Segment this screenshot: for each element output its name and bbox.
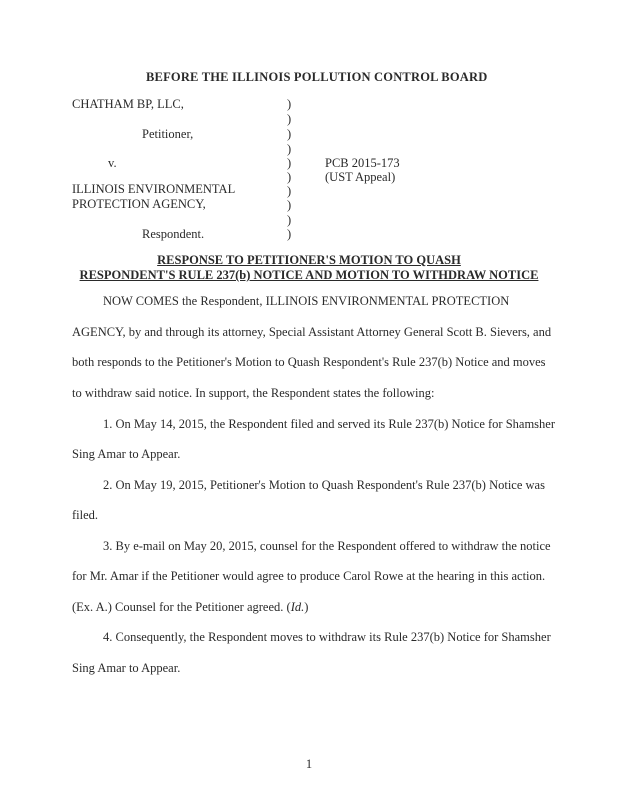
caption-paren: ) — [287, 198, 292, 212]
intro-line: AGENCY, by and through its attorney, Special Assistant Attorney General Scott B. Sievers, and — [72, 325, 552, 339]
respondent-role: Respondent. — [142, 227, 205, 241]
respondent-name-line1: ILLINOIS ENVIRONMENTAL — [72, 182, 236, 196]
paragraph-3-text: (Ex. A.) Counsel for the Petitioner agreed. ( — [72, 600, 291, 614]
paragraph-2-line: filed. — [72, 508, 99, 522]
paragraph-3-text: ) — [304, 600, 309, 614]
case-number: PCB 2015-173 — [325, 156, 400, 170]
versus-label: v. — [108, 156, 117, 170]
intro-line: NOW COMES the Respondent, ILLINOIS ENVIRONMENTAL PROTECTION — [103, 294, 510, 308]
petitioner-name: CHATHAM BP, LLC, — [72, 97, 184, 111]
caption-paren: ) — [287, 227, 292, 241]
caption-paren: ) — [287, 142, 292, 156]
page-number: 1 — [305, 757, 313, 771]
paragraph-3-line: for Mr. Amar if the Petitioner would agree to produce Carol Rowe at the hearing in this action. — [72, 569, 546, 583]
caption-paren: ) — [287, 112, 292, 126]
paragraph-3-line: 3. By e-mail on May 20, 2015, counsel for the Respondent offered to withdraw the notice — [103, 539, 551, 553]
id-citation: Id. — [290, 600, 305, 614]
caption-paren: ) — [287, 170, 292, 184]
caption-paren: ) — [287, 97, 292, 111]
paragraph-4-line: 4. Consequently, the Respondent moves to withdraw its Rule 237(b) Notice for Shamsher — [103, 630, 551, 644]
caption-paren: ) — [287, 127, 292, 141]
document-title-line1: RESPONSE TO PETITIONER'S MOTION TO QUASH — [157, 253, 461, 267]
intro-line: both responds to the Petitioner's Motion to Quash Respondent's Rule 237(b) Notice and moves — [72, 355, 546, 369]
board-heading: BEFORE THE ILLINOIS POLLUTION CONTROL BOARD — [146, 70, 488, 84]
intro-line: to withdraw said notice. In support, the Respondent states the following: — [72, 386, 435, 400]
caption-paren: ) — [287, 156, 292, 170]
caption-paren: ) — [287, 184, 292, 198]
case-type: (UST Appeal) — [325, 170, 396, 184]
caption-paren: ) — [287, 213, 292, 227]
paragraph-1-line: Sing Amar to Appear. — [72, 447, 181, 461]
paragraph-1-line: 1. On May 14, 2015, the Respondent filed and served its Rule 237(b) Notice for Shamsher — [103, 417, 555, 431]
document-title-line2: RESPONDENT'S RULE 237(b) NOTICE AND MOTION TO WITHDRAW NOTICE — [79, 268, 539, 282]
paragraph-2-line: 2. On May 19, 2015, Petitioner's Motion to Quash Respondent's Rule 237(b) Notice was — [103, 478, 545, 492]
respondent-name-line2: PROTECTION AGENCY, — [72, 197, 206, 211]
petitioner-role: Petitioner, — [142, 127, 194, 141]
paragraph-4-line: Sing Amar to Appear. — [72, 661, 181, 675]
paragraph-3-line — [72, 600, 308, 615]
